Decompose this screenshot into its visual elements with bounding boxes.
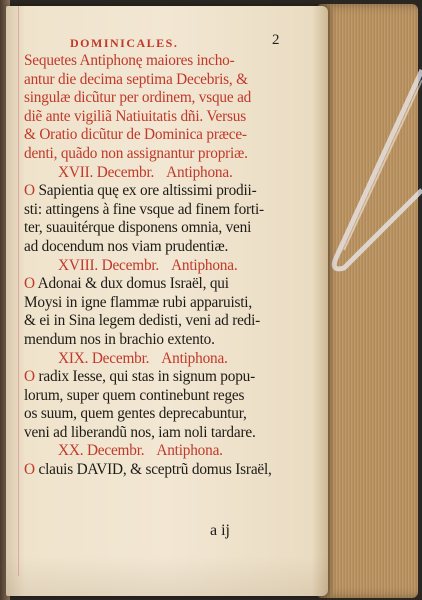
antiphon-text: clauis DAVID, & sceptrũ domus Israël, [34,461,272,479]
antiphon-heading [24,350,320,369]
antiphon-line [24,182,320,201]
red-initial: O [24,368,35,386]
rubric-line: diẽ ante vigiliã Natiuitatis dñi. Versus [24,107,246,125]
folio-number: 2 [272,32,280,48]
rubric-line: & Oratio dicũtur de Dominica præce- [24,126,247,144]
rubric-line: Sequetes Antiphonę maiores incho- [24,52,235,69]
running-head: DOMINICALES. [70,36,179,50]
antiphon-date: XIX. Decembr. [58,349,150,367]
text-block [24,52,320,480]
page-bottom-shade [6,556,328,596]
plastic-bookmark [318,0,422,600]
antiphon-text: radix Iesse, qui stas in signum popu- [34,368,255,386]
antiphon-line: Moysi in igne flammæ rubi apparuisti, [24,293,252,311]
antiphon-genre: Antiphona. [171,256,238,274]
antiphon-heading [24,442,320,461]
antiphon-date: XX. Decembr. [58,442,145,460]
antiphon-heading [24,257,320,276]
margin-rule [18,6,19,576]
antiphon-line: sti: attingens à fine vsque ad finem forti- [24,200,264,218]
antiphon-line [24,275,320,294]
red-initial: O [24,182,35,200]
rubric-line: denti, quãdo non assignantur propriæ. [24,144,248,162]
rubric-line: singulæ dicũtur per ordinem, vsque ad [24,89,252,107]
antiphon-line: ad docendum nos viam prudentiæ. [24,237,229,255]
antiphon-line: lorum, super quem continebunt reges [24,386,245,404]
antiphon-genre: Antiphona. [166,163,233,181]
antiphon-line [24,461,320,480]
antiphon-line [24,368,320,387]
red-initial: O [24,461,35,479]
antiphon-genre: Antiphona. [161,349,228,367]
antiphon-line: ter, suauitérque disponens omnia, veni [24,219,252,237]
antiphon-text: Sapientia quę ex ore altissimi prodii- [34,182,257,200]
rubric-line: antur die decima septima Decebris, & [24,70,248,88]
antiphon-genre: Antiphona. [156,442,223,460]
antiphon-line: veni ad liberandũ nos, iam noli tardare. [24,423,256,441]
antiphon-date: XVII. Decembr. [58,163,155,181]
antiphon-heading [24,164,320,183]
antiphon-line: & ei in Sina legem dedisti, veni ad redi- [24,312,261,330]
antiphon-line: mendum nos in brachio extento. [24,330,215,348]
antiphon-text: Adonai & dux domus Israël, qui [34,275,229,293]
signature-mark: a ij [210,522,230,539]
red-initial: O [24,275,35,293]
antiphon-line: os suum, quem gentes deprecabuntur, [24,405,247,423]
antiphon-date: XVIII. Decembr. [58,256,160,274]
